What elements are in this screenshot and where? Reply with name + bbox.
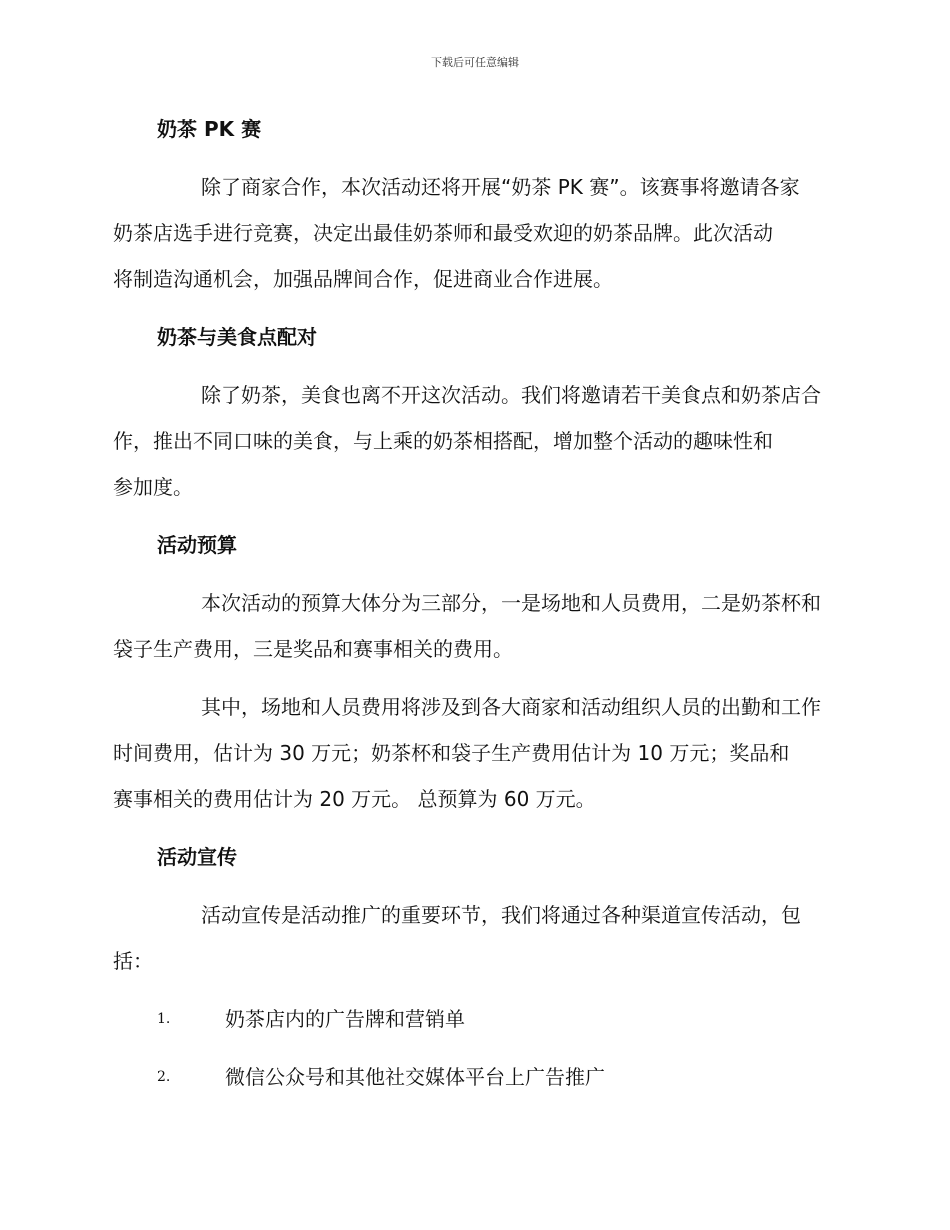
- paragraph-line: 袋子生产费用，三是奖品和赛事相关的费用。: [113, 637, 513, 661]
- document-body: [113, 106, 835, 1100]
- list-item: [113, 1054, 835, 1100]
- list-text: 奶茶店内的广告牌和营销单: [225, 1007, 465, 1031]
- paragraph-line: 本次活动的预算大体分为三部分，一是场地和人员费用，二是奶茶杯和: [201, 591, 821, 615]
- paragraph-line: 奶茶店选手进行竞赛，决定出最佳奶茶师和最受欢迎的奶茶品牌。此次活动: [113, 221, 773, 245]
- paragraph: [113, 892, 835, 984]
- paragraph-line: 括：: [113, 949, 153, 973]
- paragraph-line: 作，推出不同口味的美食，与上乘的奶茶相搭配，增加整个活动的趣味性和: [113, 429, 773, 453]
- section-heading: 奶茶与美食点配对: [157, 325, 317, 349]
- section-heading: 奶茶 PK 赛: [157, 117, 262, 141]
- paragraph-line: 参加度。: [113, 475, 193, 499]
- list-number: 2.: [157, 1069, 171, 1085]
- paragraph: [113, 372, 835, 510]
- list-item: [113, 996, 835, 1042]
- paragraph-line: 时间费用，估计为 30 万元；奶茶杯和袋子生产费用估计为 10 万元；奖品和: [113, 741, 790, 765]
- section-heading: 活动预算: [157, 533, 237, 557]
- page-header: 下载后可任意编辑: [431, 56, 519, 69]
- section-heading: 活动宣传: [157, 845, 237, 869]
- paragraph-line: 除了奶茶，美食也离不开这次活动。我们将邀请若干美食点和奶茶店合: [201, 383, 821, 407]
- paragraph-line: 活动宣传是活动推广的重要环节，我们将通过各种渠道宣传活动，包: [201, 903, 801, 927]
- paragraph-line: 将制造沟通机会，加强品牌间合作，促进商业合作进展。: [113, 267, 613, 291]
- list-number: 1.: [157, 1011, 171, 1027]
- paragraph-line: 赛事相关的费用估计为 20 万元。 总预算为 60 万元。: [113, 787, 596, 811]
- list-text: 微信公众号和其他社交媒体平台上广告推广: [225, 1065, 605, 1089]
- paragraph: [113, 580, 835, 672]
- paragraph-line: 除了商家合作，本次活动还将开展“奶茶 PK 赛”。该赛事将邀请各家: [201, 175, 800, 199]
- paragraph: [113, 164, 835, 302]
- paragraph: [113, 684, 835, 822]
- paragraph-line: 其中，场地和人员费用将涉及到各大商家和活动组织人员的出勤和工作: [201, 695, 821, 719]
